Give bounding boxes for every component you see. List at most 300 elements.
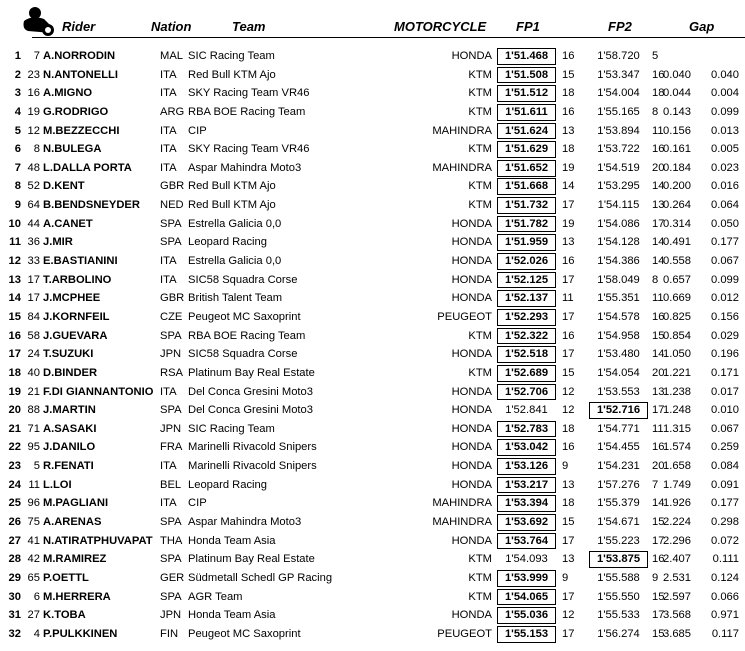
rider-number-cell: 5 bbox=[33, 460, 40, 473]
position-cell: 32 bbox=[8, 627, 21, 640]
fp2-laps-cell: 13 bbox=[652, 385, 665, 398]
fp1-time-cell: 1'52.125 bbox=[496, 271, 557, 290]
position-cell: 20 bbox=[8, 404, 21, 417]
rider-name-cell: R.FENATI bbox=[43, 460, 94, 473]
rider-name-cell: J.MIR bbox=[43, 236, 73, 249]
nation-cell: ITA bbox=[160, 385, 177, 398]
gap-first-cell: 1.749 bbox=[663, 478, 691, 491]
table-row bbox=[0, 588, 745, 607]
nation-cell: ITA bbox=[160, 87, 177, 100]
gap-first-cell: 0.184 bbox=[663, 161, 691, 174]
position-cell: 31 bbox=[8, 609, 21, 622]
fp1-time-cell: 1'51.468 bbox=[496, 47, 557, 66]
rider-number-cell: 21 bbox=[27, 385, 40, 398]
fp2-time-cell: 1'55.550 bbox=[597, 590, 640, 603]
nation-cell: THA bbox=[160, 534, 183, 547]
motorcycle-cell: HONDA bbox=[451, 273, 492, 286]
fp2-time-cell: 1'55.223 bbox=[597, 534, 640, 547]
team-cell: Del Conca Gresini Moto3 bbox=[188, 404, 313, 417]
motorcycle-cell: KTM bbox=[468, 199, 492, 212]
fp2-laps-cell: 15 bbox=[652, 627, 665, 640]
gap-previous-cell: 0.124 bbox=[711, 571, 739, 584]
position-cell: 28 bbox=[8, 553, 21, 566]
team-cell: Aspar Mahindra Moto3 bbox=[188, 516, 302, 529]
table-row bbox=[0, 550, 745, 569]
table-row bbox=[0, 625, 745, 644]
fp2-time-cell: 1'55.588 bbox=[597, 571, 640, 584]
rider-name-cell: J.KORNFEIL bbox=[43, 310, 110, 323]
fp2-laps-cell: 16 bbox=[652, 310, 665, 323]
nation-cell: ITA bbox=[160, 255, 177, 268]
position-cell: 18 bbox=[8, 366, 21, 379]
team-cell: Platinum Bay Real Estate bbox=[188, 553, 315, 566]
nation-cell: ITA bbox=[160, 273, 177, 286]
fp1-time-cell: 1'53.999 bbox=[496, 569, 557, 588]
nation-cell: ITA bbox=[160, 68, 177, 81]
table-row bbox=[0, 494, 745, 513]
fp1-time-cell: 1'55.153 bbox=[496, 625, 557, 644]
rider-number-cell: 19 bbox=[27, 105, 40, 118]
team-cell: Leopard Racing bbox=[188, 236, 267, 249]
fp2-time-cell: 1'53.480 bbox=[597, 348, 640, 361]
rider-number-cell: 40 bbox=[27, 366, 40, 379]
gap-previous-cell: 0.029 bbox=[711, 329, 739, 342]
nation-cell: SPA bbox=[160, 404, 182, 417]
fp2-time-cell: 1'54.671 bbox=[597, 516, 640, 529]
table-row bbox=[0, 345, 745, 364]
fp1-laps-cell: 17 bbox=[562, 273, 575, 286]
fp2-laps-cell: 11 bbox=[652, 422, 664, 435]
motorcycle-cell: KTM bbox=[468, 571, 492, 584]
rider-number-cell: 4 bbox=[33, 627, 40, 640]
rider-number-cell: 27 bbox=[27, 609, 40, 622]
rider-name-cell: F.DI GIANNANTONIO bbox=[43, 385, 154, 398]
rider-number-cell: 95 bbox=[27, 441, 40, 454]
fp2-time-cell: 1'55.533 bbox=[597, 609, 640, 622]
fp2-time-cell: 1'53.722 bbox=[597, 143, 640, 156]
results-table bbox=[0, 47, 745, 644]
table-row bbox=[0, 327, 745, 346]
gap-previous-cell: 0.016 bbox=[711, 180, 739, 193]
rider-number-cell: 16 bbox=[27, 87, 40, 100]
gap-previous-cell: 0.156 bbox=[711, 310, 739, 323]
table-row bbox=[0, 252, 745, 271]
fp2-laps-cell: 15 bbox=[652, 590, 665, 603]
fp2-time-cell: 1'58.049 bbox=[597, 273, 640, 286]
fp1-time-cell: 1'51.782 bbox=[496, 215, 557, 234]
table-row bbox=[0, 122, 745, 141]
nation-cell: CZE bbox=[160, 310, 183, 323]
rider-number-cell: 88 bbox=[27, 404, 40, 417]
fp2-laps-cell: 11 bbox=[652, 292, 664, 305]
header-motorcycle: MOTORCYCLE bbox=[394, 19, 487, 34]
rider-name-cell: E.BASTIANINI bbox=[43, 255, 118, 268]
position-cell: 4 bbox=[14, 105, 21, 118]
fp1-time-cell: 1'51.611 bbox=[496, 103, 557, 122]
rider-name-cell: L.LOI bbox=[43, 478, 72, 491]
fp2-laps-cell: 17 bbox=[652, 534, 665, 547]
rider-number-cell: 58 bbox=[27, 329, 40, 342]
gap-previous-cell: 0.023 bbox=[711, 161, 739, 174]
rider-number-cell: 96 bbox=[27, 497, 40, 510]
table-row bbox=[0, 84, 745, 103]
gap-previous-cell: 0.050 bbox=[711, 217, 739, 230]
motorcycle-cell: HONDA bbox=[451, 609, 492, 622]
motorcycle-cell: KTM bbox=[468, 143, 492, 156]
gap-previous-cell: 0.066 bbox=[711, 590, 739, 603]
rider-number-cell: 41 bbox=[27, 534, 40, 547]
gap-first-cell: 0.854 bbox=[663, 329, 691, 342]
team-cell: Honda Team Asia bbox=[188, 534, 276, 547]
rider-name-cell: N.ANTONELLI bbox=[43, 68, 118, 81]
rider-name-cell: A.ARENAS bbox=[43, 516, 102, 529]
rider-number-cell: 64 bbox=[27, 199, 40, 212]
table-row bbox=[0, 215, 745, 234]
rider-name-cell: T.ARBOLINO bbox=[43, 273, 112, 286]
gap-previous-cell: 0.017 bbox=[711, 385, 739, 398]
team-cell: SIC Racing Team bbox=[188, 50, 275, 62]
fp2-time-cell: 1'53.295 bbox=[597, 180, 640, 193]
team-cell: CIP bbox=[188, 497, 207, 510]
fp2-time-cell: 1'55.379 bbox=[597, 497, 640, 510]
fp2-time-cell: 1'54.054 bbox=[597, 366, 640, 379]
rider-number-cell: 48 bbox=[27, 161, 40, 174]
gap-first-cell: 2.224 bbox=[663, 516, 691, 529]
motorcycle-cell: HONDA bbox=[451, 292, 492, 305]
rider-number-cell: 17 bbox=[27, 273, 40, 286]
fp1-laps-cell: 14 bbox=[562, 180, 575, 193]
gap-first-cell: 2.407 bbox=[663, 553, 691, 566]
fp1-time-cell: 1'51.624 bbox=[496, 122, 557, 141]
table-row bbox=[0, 140, 745, 159]
motorcycle-cell: MAHINDRA bbox=[432, 516, 492, 529]
fp1-laps-cell: 16 bbox=[562, 255, 575, 268]
position-cell: 10 bbox=[8, 217, 21, 230]
table-header bbox=[0, 0, 745, 36]
nation-cell: ITA bbox=[160, 497, 177, 510]
fp1-time-cell: 1'51.629 bbox=[496, 140, 557, 159]
nation-cell: ITA bbox=[160, 460, 177, 473]
rider-name-cell: J.DANILO bbox=[43, 441, 96, 454]
fp1-laps-cell: 18 bbox=[562, 143, 575, 156]
fp1-time-cell: 1'52.706 bbox=[496, 383, 557, 402]
fp2-laps-cell: 8 bbox=[652, 105, 659, 118]
nation-cell: ITA bbox=[160, 124, 177, 137]
fp2-time-cell: 1'54.231 bbox=[597, 460, 640, 473]
gap-previous-cell: 0.040 bbox=[711, 68, 739, 81]
nation-cell: FIN bbox=[160, 627, 179, 640]
rider-name-cell: N.ATIRATPHUVAPAT bbox=[43, 534, 153, 547]
motorcycle-cell: HONDA bbox=[451, 534, 492, 547]
nation-cell: BEL bbox=[160, 478, 182, 491]
motorcycle-cell: HONDA bbox=[451, 385, 492, 398]
table-row bbox=[0, 271, 745, 290]
header-divider bbox=[32, 37, 745, 38]
gap-previous-cell: 0.013 bbox=[711, 124, 739, 137]
motorcycle-cell: KTM bbox=[468, 180, 492, 193]
team-cell: SIC Racing Team bbox=[188, 422, 275, 435]
table-row bbox=[0, 513, 745, 532]
gap-first-cell: 2.597 bbox=[663, 590, 691, 603]
fp1-time-cell: 1'53.126 bbox=[496, 457, 557, 476]
fp1-time-cell: 1'52.322 bbox=[496, 327, 557, 346]
team-cell: Südmetall Schedl GP Racing bbox=[188, 571, 333, 584]
position-cell: 7 bbox=[14, 161, 21, 174]
motorcycle-cell: HONDA bbox=[451, 441, 492, 454]
fp2-time-cell: 1'54.128 bbox=[597, 236, 640, 249]
team-cell: Marinelli Rivacold Snipers bbox=[188, 460, 317, 473]
team-cell: Marinelli Rivacold Snipers bbox=[188, 441, 317, 454]
gap-first-cell: 0.040 bbox=[663, 68, 691, 81]
gap-previous-cell: 0.099 bbox=[711, 105, 739, 118]
team-cell: SIC58 Squadra Corse bbox=[188, 273, 298, 286]
motorcycle-cell: PEUGEOT bbox=[437, 627, 492, 640]
nation-cell: SPA bbox=[160, 516, 182, 529]
team-cell: Estrella Galicia 0,0 bbox=[188, 217, 282, 230]
gap-previous-cell: 0.010 bbox=[711, 404, 739, 417]
rider-name-cell: A.NORRODIN bbox=[43, 50, 116, 62]
fp1-laps-cell: 11 bbox=[562, 292, 574, 305]
fp2-laps-cell: 11 bbox=[652, 124, 664, 137]
gap-previous-cell: 0.067 bbox=[711, 255, 739, 268]
gap-previous-cell: 0.091 bbox=[711, 478, 739, 491]
nation-cell: ITA bbox=[160, 161, 177, 174]
rider-number-cell: 36 bbox=[27, 236, 40, 249]
team-cell: Aspar Mahindra Moto3 bbox=[188, 161, 302, 174]
rider-name-cell: J.GUEVARA bbox=[43, 329, 108, 342]
fp2-laps-cell: 7 bbox=[652, 478, 659, 491]
table-row bbox=[0, 383, 745, 402]
fp1-laps-cell: 19 bbox=[562, 217, 575, 230]
position-cell: 30 bbox=[8, 590, 21, 603]
position-cell: 22 bbox=[8, 441, 21, 454]
motorcycle-cell: HONDA bbox=[451, 348, 492, 361]
table-row bbox=[0, 233, 745, 252]
gap-first-cell: 1.315 bbox=[663, 422, 691, 435]
nation-cell: JPN bbox=[160, 422, 182, 435]
table-row bbox=[0, 606, 745, 625]
fp2-laps-cell: 8 bbox=[652, 273, 659, 286]
motorcycle-cell: HONDA bbox=[451, 255, 492, 268]
nation-cell: ITA bbox=[160, 143, 177, 156]
fp2-time-cell: 1'54.771 bbox=[597, 422, 640, 435]
motorcycle-cell: HONDA bbox=[451, 217, 492, 230]
fp1-laps-cell: 15 bbox=[562, 366, 575, 379]
fp1-time-cell: 1'51.512 bbox=[496, 84, 557, 103]
table-row bbox=[0, 532, 745, 551]
team-cell: SKY Racing Team VR46 bbox=[188, 143, 310, 156]
fp2-time-cell: 1'54.386 bbox=[597, 255, 640, 268]
fp2-time-cell: 1'54.115 bbox=[597, 199, 640, 212]
fp1-time-cell: 1'52.841 bbox=[505, 404, 548, 417]
position-cell: 13 bbox=[8, 273, 21, 286]
team-cell: Peugeot MC Saxoprint bbox=[188, 627, 301, 640]
gap-first-cell: 0.044 bbox=[663, 87, 691, 100]
fp1-time-cell: 1'52.293 bbox=[496, 308, 557, 327]
gap-previous-cell: 0.298 bbox=[711, 516, 739, 529]
gap-first-cell: 3.685 bbox=[663, 627, 691, 640]
header-fp1: FP1 bbox=[516, 19, 540, 34]
gap-first-cell: 0.314 bbox=[663, 217, 691, 230]
team-cell: Del Conca Gresini Moto3 bbox=[188, 385, 313, 398]
gap-previous-cell: 0.971 bbox=[711, 609, 739, 622]
fp1-time-cell: 1'51.668 bbox=[496, 177, 557, 196]
fp1-time-cell: 1'51.508 bbox=[496, 66, 557, 85]
rider-number-cell: 52 bbox=[27, 180, 40, 193]
rider-number-cell: 75 bbox=[27, 516, 40, 529]
rider-number-cell: 84 bbox=[27, 310, 40, 323]
fp1-time-cell: 1'52.518 bbox=[496, 345, 557, 364]
header-team: Team bbox=[232, 19, 266, 34]
rider-name-cell: G.RODRIGO bbox=[43, 105, 109, 118]
team-cell: Estrella Galicia 0,0 bbox=[188, 255, 282, 268]
rider-name-cell: J.MCPHEE bbox=[43, 292, 101, 305]
position-cell: 21 bbox=[8, 422, 21, 435]
gap-previous-cell: 0.117 bbox=[711, 627, 739, 640]
motorcycle-cell: KTM bbox=[468, 366, 492, 379]
gap-first-cell: 1.221 bbox=[663, 366, 691, 379]
team-cell: Red Bull KTM Ajo bbox=[188, 180, 276, 193]
fp1-time-cell: 1'53.394 bbox=[496, 494, 557, 513]
rider-number-cell: 12 bbox=[27, 124, 40, 137]
nation-cell: GBR bbox=[160, 292, 185, 305]
rider-name-cell: A.MIGNO bbox=[43, 87, 93, 100]
rider-number-cell: 17 bbox=[27, 292, 40, 305]
fp1-time-cell: 1'52.137 bbox=[496, 289, 557, 308]
rider-name-cell: D.KENT bbox=[43, 180, 85, 193]
nation-cell: SPA bbox=[160, 217, 182, 230]
fp1-laps-cell: 17 bbox=[562, 310, 575, 323]
motorcycle-cell: MAHINDRA bbox=[432, 497, 492, 510]
position-cell: 1 bbox=[14, 50, 21, 62]
fp2-time-cell: 1'54.086 bbox=[597, 217, 640, 230]
rider-number-cell: 33 bbox=[27, 255, 40, 268]
gap-first-cell: 0.657 bbox=[663, 273, 691, 286]
team-cell: Red Bull KTM Ajo bbox=[188, 199, 276, 212]
rider-number-cell: 24 bbox=[27, 348, 40, 361]
fp2-time-cell: 1'57.276 bbox=[597, 478, 640, 491]
team-cell: SIC58 Squadra Corse bbox=[188, 348, 298, 361]
nation-cell: ARG bbox=[160, 105, 185, 118]
fp2-time-cell: 1'54.455 bbox=[597, 441, 640, 454]
fp2-laps-cell: 17 bbox=[652, 217, 665, 230]
position-cell: 2 bbox=[14, 68, 21, 81]
fp1-laps-cell: 13 bbox=[562, 236, 575, 249]
header-rider: Rider bbox=[62, 19, 96, 34]
gap-first-cell: 2.531 bbox=[663, 571, 691, 584]
rider-name-cell: P.PULKKINEN bbox=[43, 627, 118, 640]
position-cell: 27 bbox=[8, 534, 21, 547]
fp2-laps-cell: 20 bbox=[652, 460, 665, 473]
team-cell: RBA BOE Racing Team bbox=[188, 329, 306, 342]
rider-number-cell: 42 bbox=[27, 553, 40, 566]
rider-number-cell: 11 bbox=[28, 478, 40, 491]
gap-first-cell: 1.238 bbox=[663, 385, 691, 398]
fp1-laps-cell: 9 bbox=[562, 460, 569, 473]
position-cell: 15 bbox=[8, 310, 21, 323]
fp2-laps-cell: 18 bbox=[652, 87, 665, 100]
fp1-laps-cell: 17 bbox=[562, 590, 575, 603]
motorcycle-cell: KTM bbox=[468, 68, 492, 81]
table-row bbox=[0, 308, 745, 327]
fp2-laps-cell: 16 bbox=[652, 68, 665, 81]
fp1-time-cell: 1'55.036 bbox=[496, 606, 557, 625]
team-cell: SKY Racing Team VR46 bbox=[188, 87, 310, 100]
position-cell: 23 bbox=[8, 460, 21, 473]
fp1-time-cell: 1'53.042 bbox=[496, 438, 557, 457]
fp1-laps-cell: 18 bbox=[562, 87, 575, 100]
table-row bbox=[0, 103, 745, 122]
team-cell: British Talent Team bbox=[188, 292, 283, 305]
fp1-laps-cell: 9 bbox=[562, 571, 569, 584]
fp1-time-cell: 1'53.764 bbox=[496, 532, 557, 551]
motorcycle-cell: PEUGEOT bbox=[437, 310, 492, 323]
fp1-time-cell: 1'51.732 bbox=[496, 196, 557, 215]
position-cell: 17 bbox=[8, 348, 21, 361]
position-cell: 8 bbox=[14, 180, 21, 193]
gap-first-cell: 0.825 bbox=[663, 310, 691, 323]
motorcycle-cell: HONDA bbox=[451, 478, 492, 491]
table-row bbox=[0, 177, 745, 196]
fp2-time-cell: 1'53.894 bbox=[597, 124, 640, 137]
fp1-laps-cell: 19 bbox=[562, 161, 575, 174]
gap-previous-cell: 0.177 bbox=[711, 497, 739, 510]
motorcycle-cell: HONDA bbox=[451, 422, 492, 435]
nation-cell: JPN bbox=[160, 348, 182, 361]
fp2-time-cell: 1'53.553 bbox=[597, 385, 640, 398]
fp2-laps-cell: 14 bbox=[652, 497, 665, 510]
team-cell: RBA BOE Racing Team bbox=[188, 105, 306, 118]
table-row bbox=[0, 364, 745, 383]
position-cell: 14 bbox=[8, 292, 21, 305]
table-row bbox=[0, 476, 745, 495]
fp2-laps-cell: 9 bbox=[652, 571, 659, 584]
rider-name-cell: D.BINDER bbox=[43, 366, 98, 379]
gap-previous-cell: 0.099 bbox=[711, 273, 739, 286]
rider-name-cell: K.TOBA bbox=[43, 609, 86, 622]
fp2-time-cell: 1'54.578 bbox=[597, 310, 640, 323]
fp1-time-cell: 1'51.959 bbox=[496, 233, 557, 252]
header-fp2: FP2 bbox=[608, 19, 632, 34]
rider-name-cell: M.PAGLIANI bbox=[43, 497, 109, 510]
gap-first-cell: 1.926 bbox=[663, 497, 691, 510]
header-nation: Nation bbox=[151, 19, 192, 34]
team-cell: Platinum Bay Real Estate bbox=[188, 366, 315, 379]
motorcycle-cell: MAHINDRA bbox=[432, 124, 492, 137]
motorcycle-cell: KTM bbox=[468, 590, 492, 603]
header-gap: Gap bbox=[689, 19, 715, 34]
nation-cell: SPA bbox=[160, 329, 182, 342]
fp1-time-cell: 1'52.026 bbox=[496, 252, 557, 271]
position-cell: 6 bbox=[14, 143, 21, 156]
gap-first-cell: 0.558 bbox=[663, 255, 691, 268]
fp1-time-cell: 1'52.783 bbox=[496, 420, 557, 439]
rider-name-cell: A.SASAKI bbox=[43, 422, 97, 435]
gap-previous-cell: 0.005 bbox=[711, 143, 739, 156]
motorcycle-cell: HONDA bbox=[451, 236, 492, 249]
gap-previous-cell: 0.177 bbox=[711, 236, 739, 249]
motorcycle-cell: KTM bbox=[468, 329, 492, 342]
fp2-time-cell: 1'54.519 bbox=[597, 161, 640, 174]
rider-name-cell: L.DALLA PORTA bbox=[43, 161, 132, 174]
team-cell: AGR Team bbox=[188, 590, 243, 603]
position-cell: 25 bbox=[8, 497, 21, 510]
fp2-time-cell: 1'53.875 bbox=[588, 550, 649, 569]
fp2-time-cell: 1'53.347 bbox=[597, 68, 640, 81]
nation-cell: GBR bbox=[160, 180, 185, 193]
fp1-laps-cell: 18 bbox=[562, 422, 575, 435]
rider-name-cell: T.SUZUKI bbox=[43, 348, 94, 361]
